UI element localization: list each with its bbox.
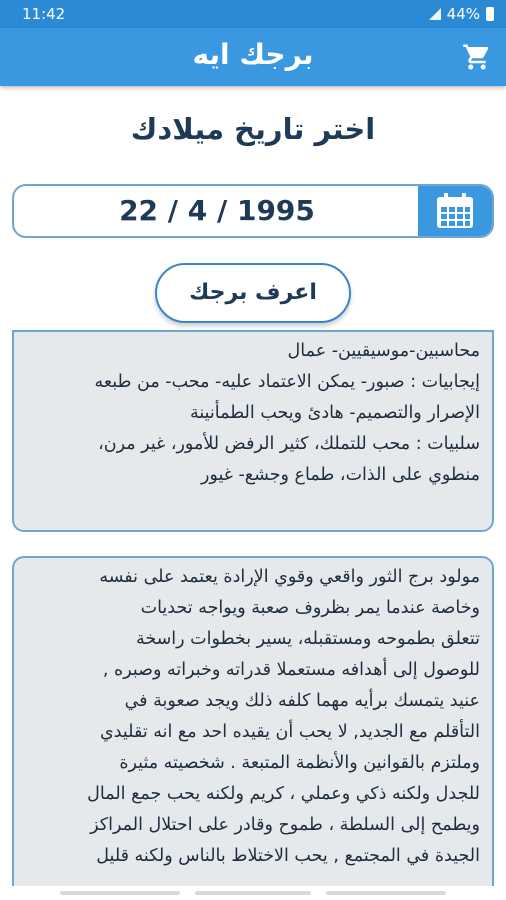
date-value[interactable]: 22 / 4 / 1995 (119, 194, 315, 227)
traits-line: إيجابيات : صبور- يمكن الاعتماد عليه- محب- من طبعه (94, 372, 480, 392)
calendar-icon (435, 192, 475, 230)
status-indicators (429, 5, 494, 23)
traits-line: محاسبين-موسيقيين- عمال (287, 341, 480, 361)
app-title: برجك ايه (192, 38, 314, 71)
system-nav-bar (0, 886, 506, 900)
description-card[interactable] (12, 556, 494, 890)
description-line: للجدل ولكنه ذكي وعملي ، كريم ولكنه يحب جمع المال (87, 784, 480, 804)
date-picker[interactable] (12, 184, 494, 238)
description-line: تتعلق بطموحه ومستقبله، يسير بخطوات راسخة (135, 629, 480, 649)
battery-percent: 44% (446, 5, 480, 23)
signal-icon (429, 8, 441, 20)
page-title: اختر تاريخ ميلادك (130, 112, 376, 146)
battery-icon (486, 7, 494, 21)
traits-line: سلبيات : محب للتملك، كثير الرفض للأمور، غير مرن، (98, 434, 480, 454)
status-time: 11:42 (22, 5, 66, 23)
nav-indicator (326, 891, 446, 895)
description-line: عنيد يتمسك برأيه مهما كلفه ذلك ويجد صعوبة في (124, 691, 480, 711)
description-line: وخاصة عندما يمر بظروف صعبة ويواجه تحديات (140, 598, 480, 618)
traits-card (12, 330, 494, 532)
status-bar (0, 0, 506, 28)
nav-indicator[interactable] (195, 891, 311, 895)
calendar-button[interactable] (418, 186, 492, 236)
description-line: الجيدة في المجتمع , يحب الاختلاط بالناس ولكنه قليل (96, 846, 480, 866)
find-sign-button[interactable]: اعرف برجك (155, 263, 351, 323)
shopping-cart-icon[interactable] (460, 42, 494, 72)
description-line: للوصول إلى أهدافه مستعملا قدراته وخبراته وصبره , (102, 660, 480, 680)
nav-indicator (60, 891, 180, 895)
description-line: التأقلم مع الجديد, لا يحب أن يقيده احد مع انه تقليدي (100, 722, 480, 742)
app-bar (0, 28, 506, 86)
description-line: وملتزم بالقوانين والأنظمة المتبعة . شخصيته مثيرة (119, 753, 480, 773)
traits-line: الإصرار والتصميم- هادئ ويحب الطمأنينة (189, 403, 480, 423)
description-line: مولود برج الثور واقعي وقوي الإرادة يعتمد على نفسه (99, 567, 480, 587)
traits-line: منطوي على الذات، طماع وجشع- غيور (200, 465, 480, 485)
description-line: ويطمح إلى السلطة ، طموح وقادر على احتلال المراكز (90, 815, 480, 835)
